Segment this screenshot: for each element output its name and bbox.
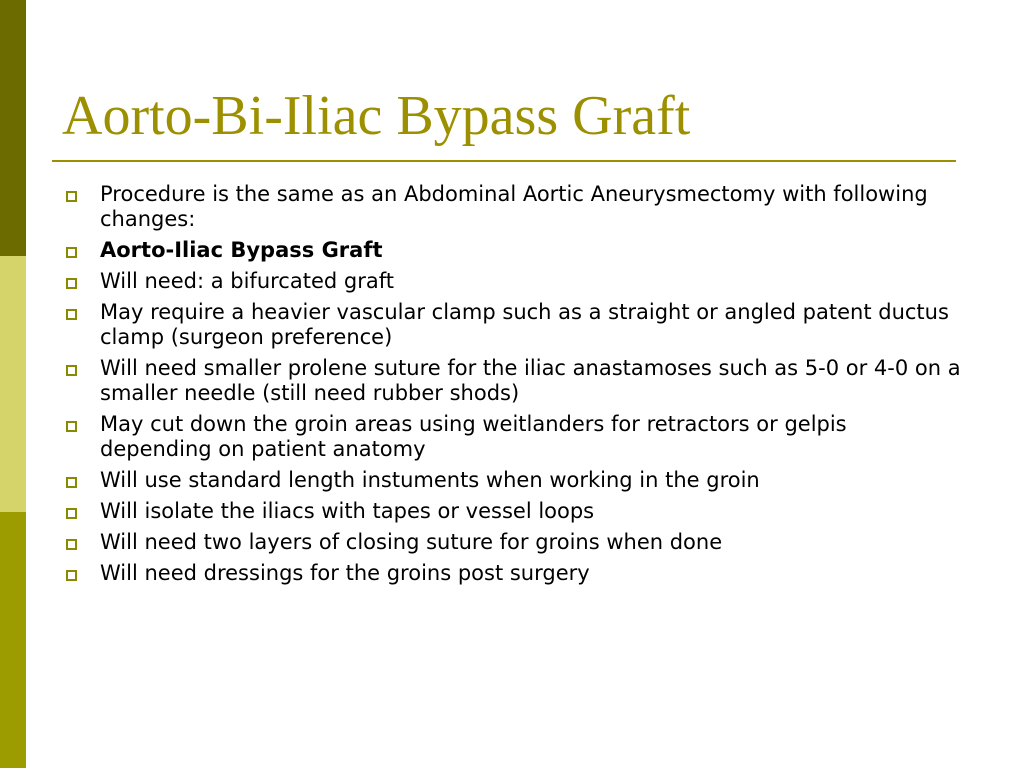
hollow-square-bullet-icon	[66, 247, 77, 258]
bullet-text: May cut down the groin areas using weitlanders for retractors or gelpis depending on patient anatomy	[100, 412, 847, 461]
bullet-text: May require a heavier vascular clamp such as a straight or angled patent ductus clamp (surgeon preference)	[100, 300, 949, 349]
bullet-text: Aorto-Iliac Bypass Graft	[100, 238, 383, 262]
bullet-text: Will use standard length instuments when working in the groin	[100, 468, 760, 492]
hollow-square-bullet-icon	[66, 365, 77, 376]
sidebar-stripe-middle	[0, 256, 26, 512]
bullet-item	[64, 468, 964, 493]
bullet-text: Will need smaller prolene suture for the iliac anastamoses such as 5-0 or 4-0 on a smaller needle (still need rubber shods)	[100, 356, 961, 405]
bullet-item	[64, 269, 964, 294]
hollow-square-bullet-icon	[66, 570, 77, 581]
hollow-square-bullet-icon	[66, 539, 77, 550]
hollow-square-bullet-icon	[66, 278, 77, 289]
bullet-item	[64, 530, 964, 555]
sidebar-stripe-bottom	[0, 512, 26, 768]
bullet-list	[64, 182, 964, 592]
bullet-item	[64, 356, 964, 406]
bullet-text: Will need dressings for the groins post surgery	[100, 561, 590, 585]
bullet-text: Will need: a bifurcated graft	[100, 269, 394, 293]
bullet-item	[64, 412, 964, 462]
sidebar-stripe-top	[0, 0, 26, 256]
hollow-square-bullet-icon	[66, 309, 77, 320]
hollow-square-bullet-icon	[66, 421, 77, 432]
hollow-square-bullet-icon	[66, 191, 77, 202]
slide-title: Aorto-Bi-Iliac Bypass Graft	[62, 85, 691, 147]
bullet-item	[64, 561, 964, 586]
bullet-text: Procedure is the same as an Abdominal Aortic Aneurysmectomy with following changes:	[100, 182, 928, 231]
bullet-item	[64, 499, 964, 524]
bullet-item	[64, 300, 964, 350]
hollow-square-bullet-icon	[66, 477, 77, 488]
title-divider	[52, 160, 956, 162]
bullet-item	[64, 182, 964, 232]
bullet-text: Will isolate the iliacs with tapes or vessel loops	[100, 499, 595, 523]
bullet-text: Will need two layers of closing suture for groins when done	[100, 530, 723, 554]
hollow-square-bullet-icon	[66, 508, 77, 519]
bullet-item	[64, 238, 964, 263]
